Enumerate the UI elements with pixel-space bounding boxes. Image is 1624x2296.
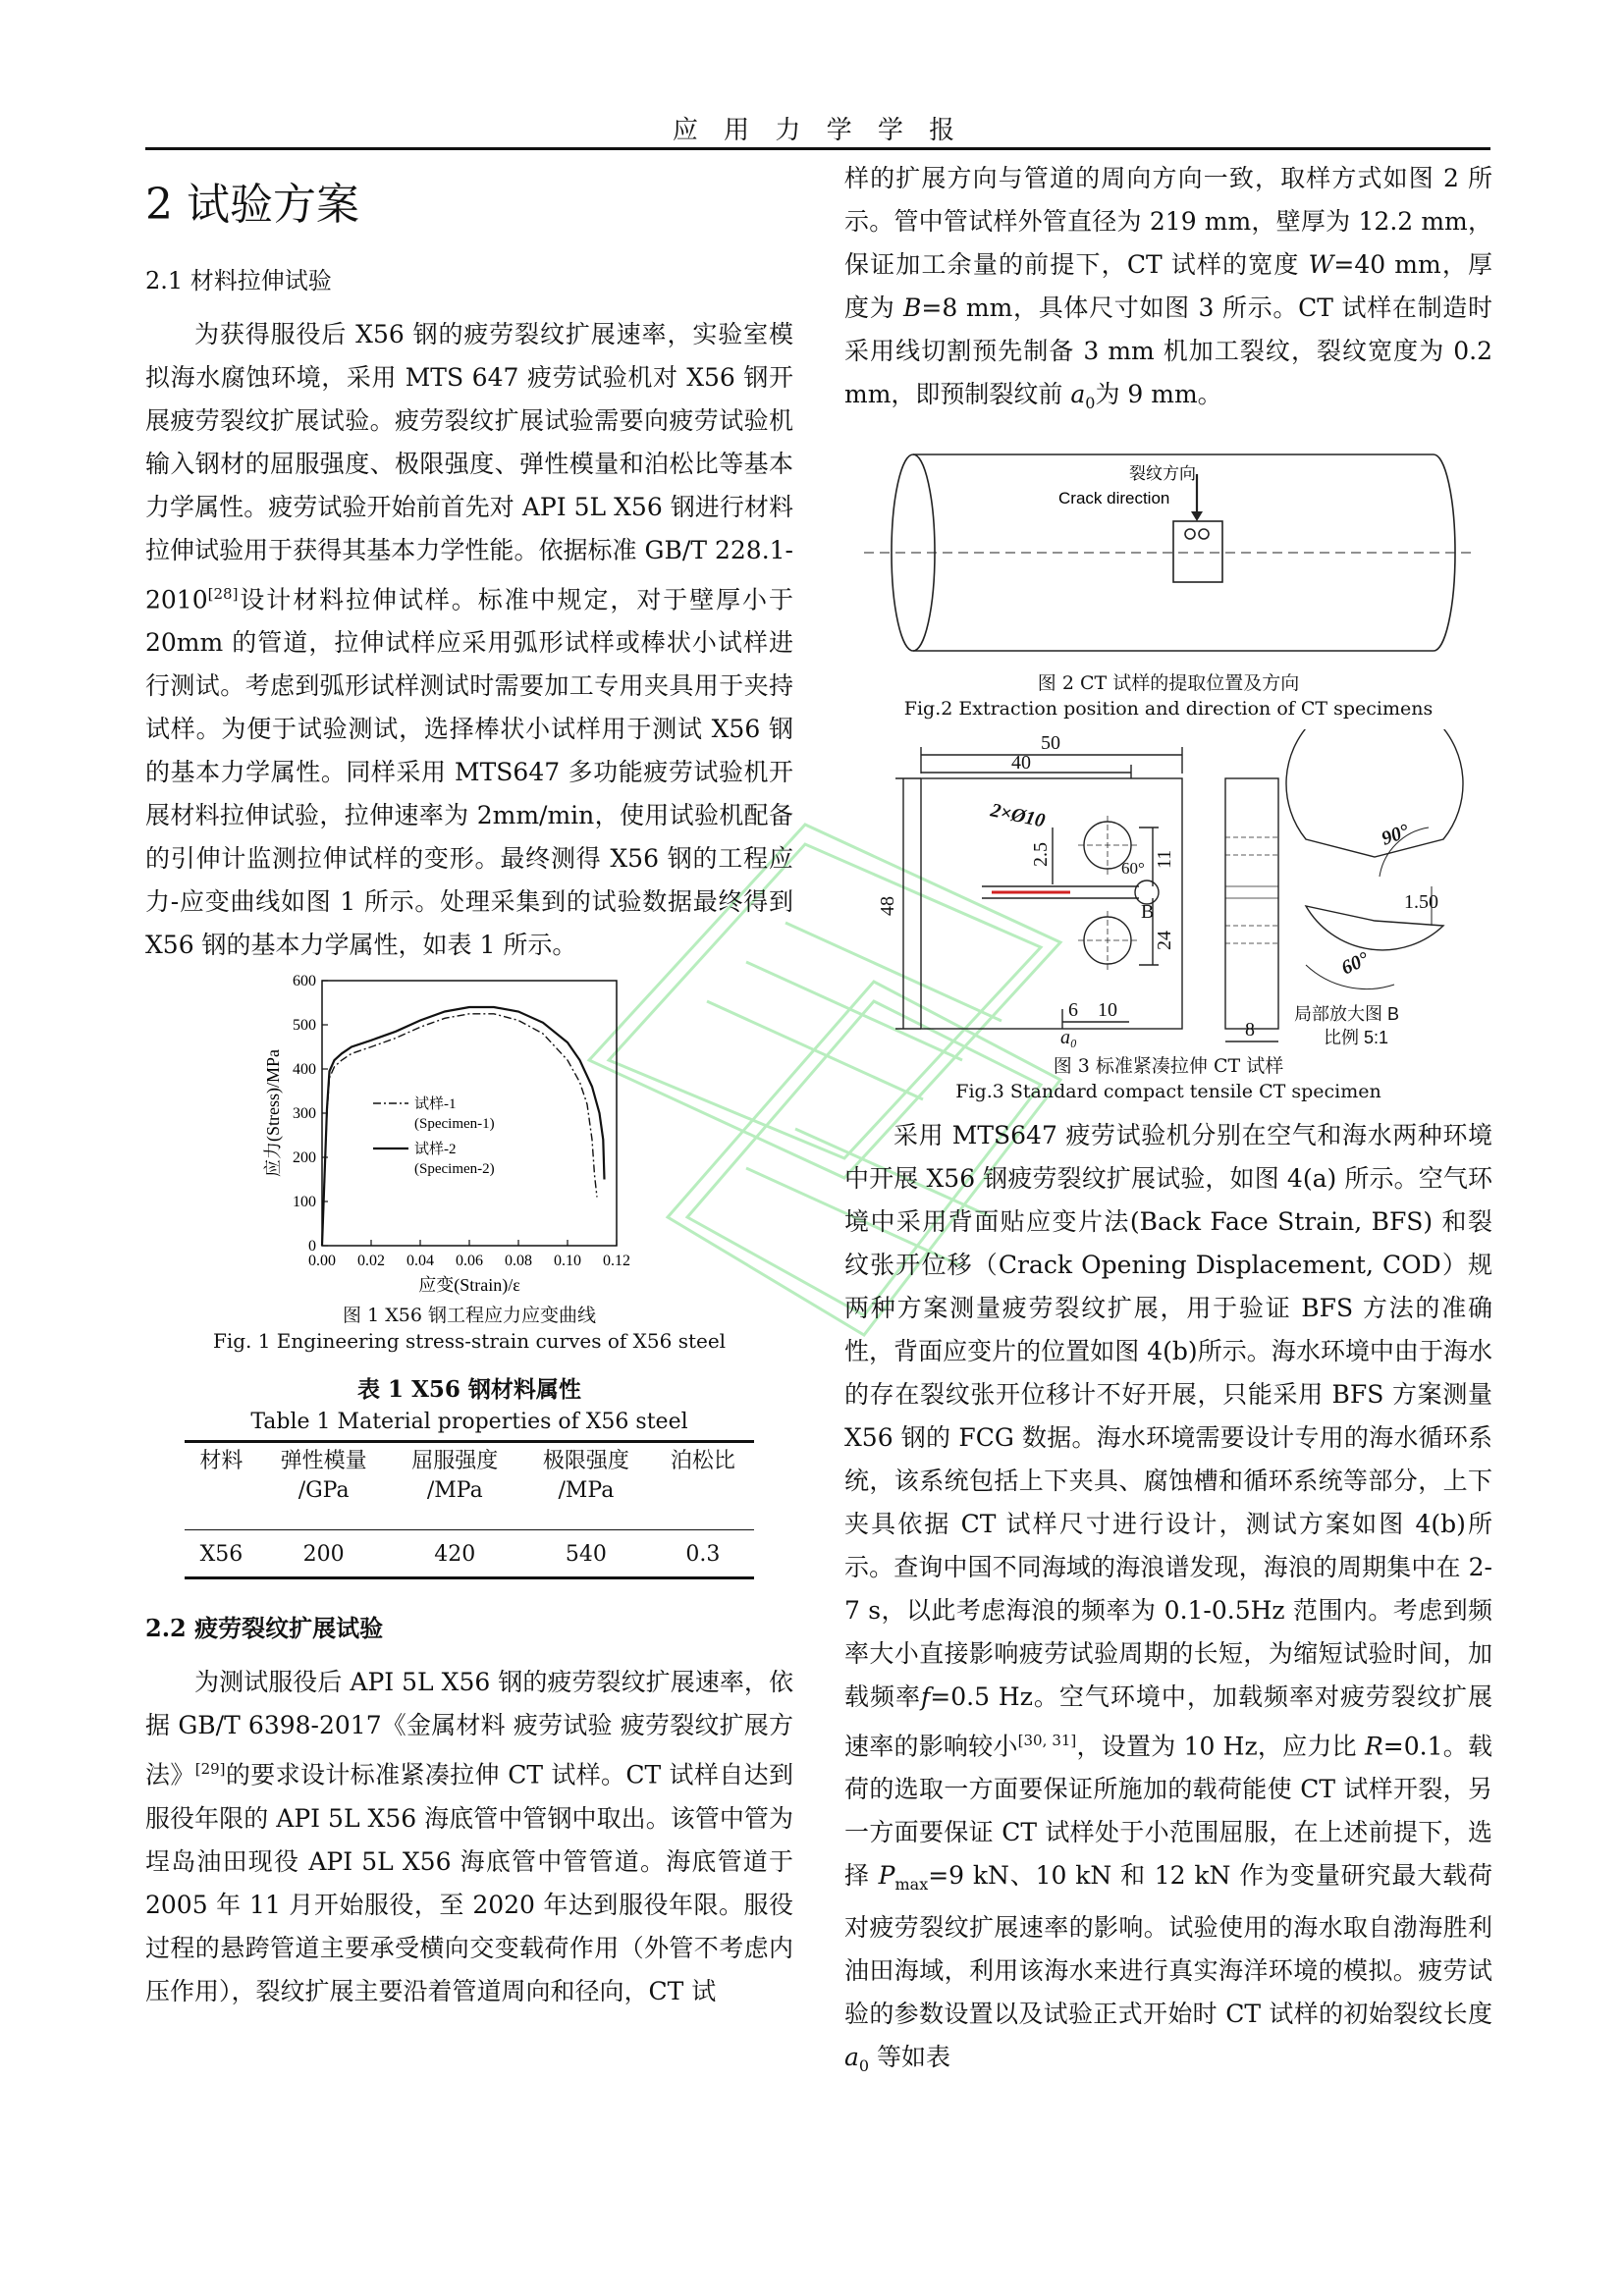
x-tick-label: 0.10 [554,1253,581,1270]
ref-28: [28] [207,585,239,603]
var-W: W [1308,250,1334,279]
y-tick-label: 500 [293,1017,316,1035]
var-a0: a [1070,380,1086,408]
table1-title-en: Table 1 Material properties of X56 steel [250,1410,688,1435]
dim-8: 8 [1245,1019,1255,1041]
detail-1-50: 1.50 [1404,891,1438,913]
ref-29: [29] [194,1760,226,1779]
crack-direction-label-zh: 裂纹方向 [1129,464,1196,483]
var-a0-sub: 0 [1085,394,1096,412]
th-yield-strength: 屈服强度 /MPa [389,1442,520,1530]
y-axis-label: 应力(Stress)/MPa [263,1049,283,1178]
left-column [145,157,793,2013]
dim-48: 48 [877,896,898,916]
x-tick-label: 0.06 [456,1253,483,1270]
r2-d: =0.1。载荷的选取一方面要保证所施加的载荷能使 CT 试样开裂，另一方面要保证 CT 试样处于小范围屈服，在上述前提下，选择 [844,1732,1492,1891]
fig2-caption-zh: 图 2 CT 试样的提取位置及方向 [1037,672,1300,694]
cell-yield-strength: 420 [389,1530,520,1578]
dim-60deg: 60° [1121,859,1145,878]
detail-scale: 比例 5:1 [1324,1028,1389,1047]
dim-11: 11 [1154,849,1175,869]
dim-6: 6 [1068,999,1078,1021]
fig1-caption-zh: 图 1 X56 钢工程应力应变曲线 [343,1305,596,1327]
detail-label: 局部放大图 B [1294,1004,1400,1024]
y-tick-label: 0 [308,1238,316,1255]
x-axis-label: 应变(Strain)/ε [418,1275,520,1296]
r2-a: 采用 MTS647 疲劳试验机分别在空气和海水两种环境中开展 X56 钢疲劳裂纹扩展试验，如图 4(a) 所示。空气环境中采用背面贴应变片法(Back Face Strain, BFS) 和裂纹张开位移（Crack Opening Displacement, COD）规两种方案测量疲劳裂纹扩展，用于验证 BFS 方法的准确性，背面应变片的位置如图 4(b)所示。海水环境中由于海水的存在裂纹张开位移计不好开展，只能采用 BFS 方案测量 X56 钢的 FCG 数据。海水环境需要设计专用的海水循环系统，该系统包括上下夹具、腐蚀槽和循环系统等部分，上下夹具依据 CT 试样尺寸进行设计，测试方案如图 4(b)所示。查询中国不同海域的海浪谱发现，海浪的周期集中在 2-7 s，以此考虑海浪的频率为 0.1-0.5Hz 范围内。考虑到频率大小直接影响疲劳试验周期的长短，为缩短试验时间，加载频率 [844,1121,1492,1711]
right-paragraph-1 [844,157,1492,425]
section-title: 2 试验方案 [145,180,359,230]
r2-b: =0.5 Hz。空气环境中，加载频率对疲劳裂纹扩展速率的影响较小 [844,1682,1492,1761]
right-column [844,157,1492,2088]
y-tick-label: 300 [293,1105,316,1123]
s21-paragraph [145,313,793,967]
var-P-sub: max [894,1875,929,1895]
table-header-row [185,1442,754,1530]
cell-ultimate-strength: 540 [520,1530,652,1578]
r2-e: =9 kN、10 kN 和 12 kN 作为变量研究最大载荷对疲劳裂纹扩展速率的影响。试验使用的海水取自渤海胜利油田海域，利用该海水来进行真实海洋环境的模拟。疲劳试验的参数设置以及试验正式开始时 CT 试样的初始裂纹长度 [844,1861,1492,2029]
cell-material: X56 [185,1530,258,1578]
th-ultimate-strength: 极限强度 /MPa [520,1442,652,1530]
dim-40: 40 [1011,752,1031,774]
dim-holes: 2×Ø10 [988,799,1048,832]
journal-header: 应 用 力 学 学 报 [672,116,964,145]
stress-strain-chart [263,969,793,1303]
plot-frame [322,981,617,1246]
dim-2-5: 2.5 [1030,842,1052,867]
s22-text-a: 为测试服役后 API 5L X56 钢的疲劳裂纹扩展速率，依据 GB/T 6398-2017《金属材料 疲劳试验 疲劳裂纹扩展方法》 [145,1668,793,1789]
y-tick-label: 100 [293,1194,316,1211]
fig3-caption-zh: 图 3 标准紧凑拉伸 CT 试样 [1053,1055,1284,1077]
r2-c: ，设置为 10 Hz，应力比 [1076,1732,1365,1761]
r1-c: =8 mm，具体尺寸如图 3 所示。CT 试样在制造时采用线切割预先制备 3 mm 机加工裂纹，裂纹宽度为 0.2 mm，即预制裂纹前 [844,294,1493,408]
y-tick-label: 200 [293,1149,316,1167]
dim-10: 10 [1098,999,1117,1021]
var-P: P [878,1861,895,1891]
s21-text-b: 设计材料拉伸试样。标准中规定，对于壁厚小于 20mm 的管道，拉伸试样应采用弧形试样或棒状小试样进行测试。考虑到弧形试样测试时需要加工专用夹具用于夹持试样。为便于试验测试，选择棒状小试样用于测试 X56 钢的基本力学属性。同样采用 MTS647 多功能疲劳试验机开展材料拉伸试验，拉伸速率为 2mm/min，使用试验机配备的引伸计监测拉伸试样的变形。最终测得 X56 钢的工程应力-应变曲线如图 1 所示。处理采集到的试验数据最终得到 X56 钢的基本力学属性，如表 1 所示。 [145,585,793,960]
table-row [185,1530,754,1578]
var-B: B [903,294,922,322]
material-properties-table [185,1440,754,1579]
ref-30-31: [30, 31] [1017,1732,1077,1749]
y-tick-label: 600 [293,973,316,990]
legend-label-en-2: (Specimen-2) [414,1161,495,1178]
dim-a0: a₀ [1060,1027,1077,1048]
ct-specimen-drawing [844,729,1492,1053]
pipe-extraction-diagram [844,435,1492,670]
table1-title-zh: 表 1 X56 钢材料属性 [357,1376,581,1404]
r1-d: 为 9 mm。 [1095,380,1222,408]
x-tick-label: 0.08 [505,1253,532,1270]
s22-paragraph [145,1661,793,2012]
y-tick-label: 400 [293,1061,316,1079]
fig2-caption-en: Fig.2 Extraction position and direction of CT specimens [903,698,1434,720]
th-material: 材料 [185,1442,258,1530]
cell-elastic-modulus: 200 [258,1530,390,1578]
r1-b: =40 mm，厚度为 [844,250,1492,322]
detail-mark-b: B [1141,901,1155,923]
s22-text-b: 的要求设计标准紧凑拉伸 CT 试样。CT 试样自达到服役年限的 API 5L X56 海底管中管钢中取出。该管中管为埕岛油田现役 API 5L X56 海底管中管管道。海底管道于 2005 年 11 月开始服役，至 2020 年达到服役年限。服役过程的悬跨管道主要承受横向交变载荷作用（外管不考虑内压作用），裂纹扩展主要沿着管道周向和径向，CT 试 [145,1760,793,2005]
detail-90deg: 90° [1379,820,1413,850]
legend-label-2: 试样-2 [414,1142,457,1158]
var-a0-2-sub: 0 [858,2056,870,2076]
s21-text-a: 为获得服役后 X56 钢的疲劳裂纹扩展速率，实验室模拟海水腐蚀环境，采用 MTS 647 疲劳试验机对 X56 钢开展疲劳裂纹扩展试验。疲劳裂纹扩展试验需要向疲劳试验机输入钢材的屈服强度、极限强度、弹性模量和泊松比等基本力学属性。疲劳试验开始前首先对 API 5L X56 钢进行材料拉伸试验用于获得其基本力学性能。依据标准 GB/T 228.1-2010 [145,320,793,614]
th-poisson-ratio: 泊松比 [652,1442,754,1530]
x-tick-label: 0.04 [406,1253,434,1270]
dim-50: 50 [1041,732,1060,754]
legend-label-1: 试样-1 [414,1096,457,1113]
right-paragraph-2 [844,1114,1492,2088]
fig3-caption-en: Fig.3 Standard compact tensile CT specimen [955,1081,1381,1102]
legend-label-en-1: (Specimen-1) [414,1116,495,1133]
x-tick-label: 0.00 [308,1253,336,1270]
r1-a: 样的扩展方向与管道的周向方向一致，取样方式如图 2 所示。管中管试样外管直径为 219 mm，壁厚为 12.2 mm，保证加工余量的前提下，CT 试样的宽度 [844,164,1492,279]
detail-60deg: 60° [1337,947,1373,980]
th-elastic-modulus: 弹性模量 /GPa [258,1442,390,1530]
var-R: R [1364,1732,1383,1761]
fig1-caption-en: Fig. 1 Engineering stress-strain curves of X56 steel [212,1329,727,1354]
var-a0-2: a [844,2043,859,2072]
x-tick-label: 0.12 [603,1253,630,1270]
dim-24: 24 [1154,931,1175,950]
r2-f: 等如表 [869,2043,951,2072]
crack-direction-label-en: Crack direction [1058,489,1170,507]
subsection-2-2-title: 2.2 疲劳裂纹扩展试验 [145,1614,384,1643]
var-f: f [921,1682,931,1711]
x-tick-label: 0.02 [357,1253,385,1270]
cell-poisson-ratio: 0.3 [652,1530,754,1578]
subsection-2-1-title: 2.1 材料拉伸试验 [145,267,332,294]
header-rule [145,147,1490,150]
